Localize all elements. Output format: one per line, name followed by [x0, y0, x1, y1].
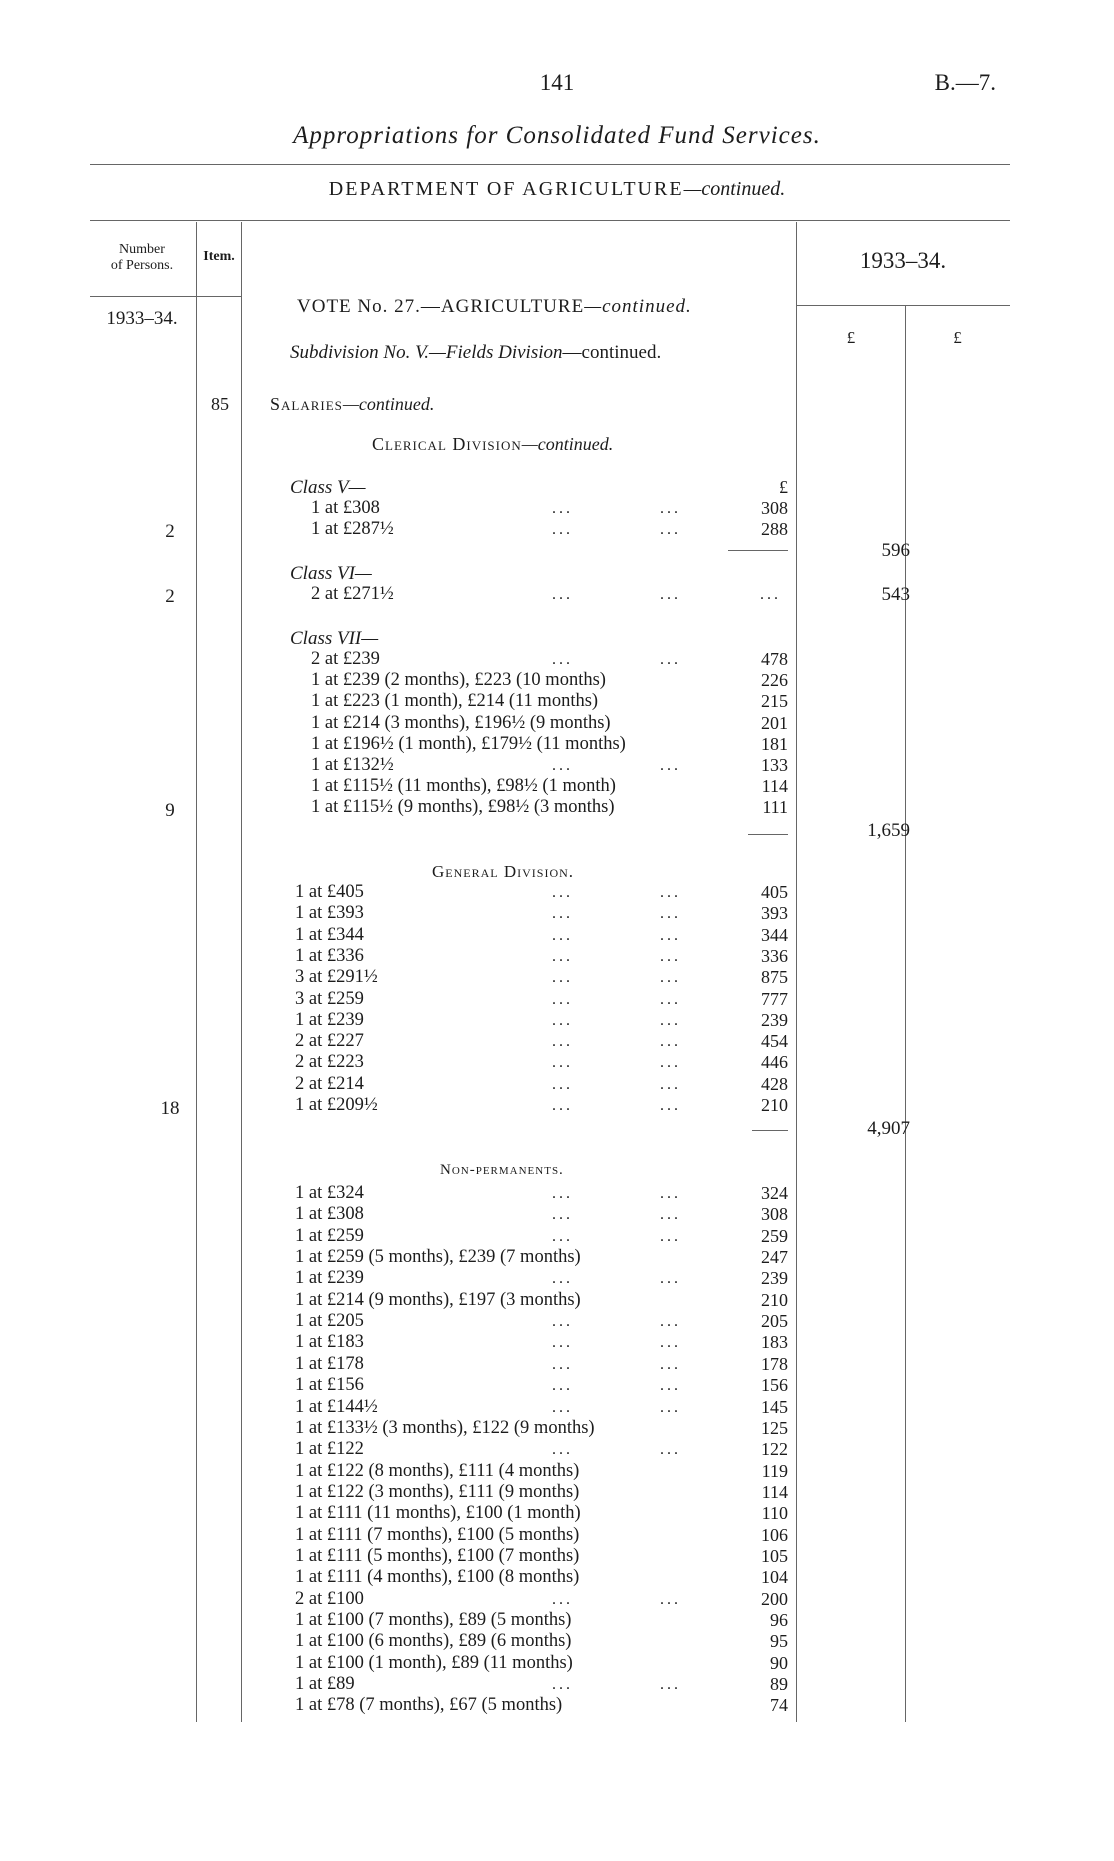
nonperm-row-label: 1 at £156: [295, 1375, 364, 1396]
nonperm-row-label: 1 at £214 (9 months), £197 (3 months): [295, 1289, 581, 1310]
class5-value: 288: [761, 519, 788, 539]
leader-dots: ...: [552, 1377, 573, 1395]
number-header-line1: Number: [119, 242, 165, 257]
clerical-suffix: —continued.: [521, 434, 614, 454]
nonperm-row-label: 1 at £111 (7 months), £100 (5 months): [295, 1524, 580, 1545]
leader-dots: ...: [552, 1398, 573, 1416]
class7-row-value: 215: [761, 691, 788, 712]
nonperm-row-label: 1 at £89: [295, 1674, 355, 1695]
nonperm-row-label: 1 at £100 (7 months), £89 (5 months): [295, 1610, 572, 1630]
item-header: Item.: [203, 249, 235, 264]
nonperm-row-value: 324: [761, 1183, 788, 1203]
leader-dots: ...: [660, 1227, 681, 1245]
department-heading: [0, 178, 1114, 201]
nonperm-row-value: 74: [770, 1695, 788, 1716]
leader-dots: ...: [660, 1334, 681, 1352]
general-row-label: 1 at £239: [295, 1009, 364, 1030]
table-top-rule: [90, 220, 1010, 221]
leader-dots: ...: [660, 947, 681, 965]
leader-dots: ...: [552, 1676, 573, 1694]
class5-total: 596: [881, 540, 910, 561]
general-row-value: 393: [761, 903, 788, 924]
general-row-value: 446: [761, 1052, 788, 1073]
general-persons: 18: [160, 1098, 180, 1119]
general-row-label: 1 at £344: [295, 924, 364, 945]
leader-dots: ...: [552, 1227, 573, 1245]
nonperm-row-value: 308: [761, 1204, 788, 1225]
values-column-rule: [796, 222, 797, 1722]
nonperm-row-value: 125: [761, 1417, 788, 1438]
leader-dots: ...: [660, 969, 681, 987]
class7-row-value: 181: [761, 733, 788, 754]
leader-dots: ...: [660, 1590, 681, 1608]
class6-label: Class VI—: [290, 563, 372, 584]
subdivision-title: Subdivision No. V.—Fields Division: [290, 342, 563, 363]
nonperm-row-label: 1 at £100 (1 month), £89 (11 months): [295, 1652, 573, 1673]
leader-dots: ...: [660, 884, 681, 901]
nonperm-row-value: 183: [761, 1332, 788, 1353]
page-number: 141: [539, 70, 575, 95]
leader-dots: ...: [660, 521, 681, 538]
general-row-value: 336: [761, 945, 788, 966]
general-row-value: 454: [761, 1031, 788, 1052]
nonperm-row-label: 1 at £100 (6 months), £89 (6 months): [295, 1631, 572, 1652]
class6-total: 543: [881, 584, 910, 605]
pound-header-2: £: [953, 328, 962, 347]
nonperm-row-value: 247: [761, 1247, 788, 1268]
general-row-value: 875: [761, 967, 788, 988]
leader-dots: ...: [552, 586, 573, 603]
class7-row-label: 1 at £132½: [311, 755, 394, 775]
nonperm-row-label: 1 at £205: [295, 1311, 364, 1332]
general-row-label: 3 at £291½: [295, 967, 378, 988]
salaries-heading: [270, 394, 434, 415]
nonperm-row-label: 1 at £122 (3 months), £111 (9 months): [295, 1481, 580, 1502]
leader-dots: ...: [552, 1441, 573, 1459]
leader-dots: ...: [552, 1033, 573, 1051]
nonperm-row-label: 1 at £259: [295, 1225, 364, 1246]
leader-dots: ...: [660, 1355, 681, 1373]
general-total: 4,907: [867, 1118, 910, 1139]
nonperm-row-value: 95: [770, 1631, 788, 1652]
salaries-suffix: —continued.: [342, 394, 435, 414]
general-row-value: 428: [761, 1073, 788, 1094]
class7-row-value: 111: [762, 797, 788, 818]
page-title: Appropriations for Consolidated Fund Services.: [293, 122, 821, 149]
leader-dots: ...: [660, 926, 681, 944]
nonperm-row-value: 210: [761, 1289, 788, 1310]
leader-dots: ...: [660, 1377, 681, 1395]
nonperm-row-value: 119: [761, 1460, 788, 1481]
nonperm-row-label: 1 at £111 (4 months), £100 (8 months): [295, 1567, 580, 1588]
leader-dots: ...: [552, 1011, 573, 1029]
nonperm-row-label: 1 at £122 (8 months), £111 (4 months): [295, 1460, 580, 1481]
general-row-value: 210: [761, 1095, 788, 1115]
class5-row: 1 at £308: [311, 498, 380, 518]
leader-dots: ...: [552, 947, 573, 965]
leader-dots: ...: [552, 1097, 573, 1114]
document-reference: B.—7.: [934, 70, 996, 95]
general-row-label: 3 at £259: [295, 988, 364, 1009]
leader-dots: ...: [552, 1185, 573, 1202]
class5-pound: £: [779, 477, 788, 497]
vote-heading: [297, 296, 692, 318]
nonperm-row-value: 106: [761, 1524, 788, 1545]
leader-dots: ...: [660, 1441, 681, 1459]
leader-dots: ...: [660, 651, 681, 668]
class7-row-value: 133: [761, 755, 788, 775]
leader-dots: ...: [660, 1054, 681, 1072]
leader-dots: ...: [552, 926, 573, 944]
nonperm-row-value: 89: [770, 1674, 788, 1695]
nonperm-row-value: 259: [761, 1225, 788, 1246]
leader-dots: ...: [552, 1054, 573, 1072]
clerical-title: Clerical Division: [372, 434, 522, 454]
nonperm-row-label: 1 at £308: [295, 1204, 364, 1225]
class7-row-value: 114: [761, 776, 788, 797]
class7-total: 1,659: [867, 820, 910, 841]
general-row-value: 777: [761, 988, 788, 1009]
nonperm-row-label: 1 at £178: [295, 1353, 364, 1374]
persons-year-header: 1933–34.: [106, 308, 178, 329]
year-header-rule: [796, 305, 1010, 306]
subdivision-heading: [290, 342, 661, 364]
class7-row-label: 1 at £214 (3 months), £196½ (9 months): [311, 712, 611, 733]
general-row-label: 1 at £393: [295, 903, 364, 924]
nonperm-row-label: 1 at £324: [295, 1183, 364, 1203]
number-of-persons-header: [92, 242, 192, 274]
department-suffix: —continued.: [683, 178, 786, 200]
general-row-label: 2 at £214: [295, 1073, 364, 1094]
leader-dots: ...: [660, 1033, 681, 1051]
leader-dots: ...: [552, 651, 573, 668]
leader-dots: ...: [552, 757, 573, 774]
nonperm-row-label: 2 at £100: [295, 1588, 364, 1609]
subtotal-rule: [728, 550, 788, 551]
class7-row-label: 1 at £115½ (11 months), £98½ (1 month): [311, 776, 616, 797]
nonperm-row-value: 205: [761, 1311, 788, 1332]
leader-dots: ...: [660, 1206, 681, 1224]
nonperm-row-value: 200: [761, 1588, 788, 1609]
general-heading: General Division.: [432, 862, 575, 881]
leader-dots: ...: [552, 1206, 573, 1224]
leader-dots: ...: [660, 905, 681, 923]
class5-value: 308: [761, 498, 788, 518]
nonperm-row-label: 1 at £122: [295, 1439, 364, 1460]
leader-dots: ...: [660, 1097, 681, 1114]
leader-dots: ...: [552, 1270, 573, 1288]
class5-label: Class V—: [290, 477, 366, 498]
class7-row-label: 2 at £239: [311, 649, 380, 669]
leader-dots: ...: [552, 905, 573, 923]
class5-persons: 2: [165, 521, 175, 542]
class7-row-value: 201: [761, 712, 788, 733]
class7-persons: 9: [165, 800, 175, 821]
nonperm-row-value: 156: [761, 1375, 788, 1396]
leader-dots: ...: [660, 1398, 681, 1416]
leader-dots: ...: [552, 969, 573, 987]
leader-dots: ...: [660, 1075, 681, 1093]
nonperm-row-value: 239: [761, 1268, 788, 1289]
leader-dots: ...: [760, 586, 781, 603]
subtotal-rule: [748, 834, 788, 835]
class7-row-label: 1 at £115½ (9 months), £98½ (3 months): [311, 797, 615, 818]
salaries-title: Salaries: [270, 394, 343, 414]
nonperm-row-label: 1 at £111 (5 months), £100 (7 months): [295, 1545, 580, 1566]
general-row-value: 344: [761, 924, 788, 945]
title-rule: [90, 164, 1010, 165]
general-row-value: 405: [761, 882, 788, 902]
clerical-heading: [372, 434, 613, 455]
general-row-label: 1 at £336: [295, 945, 364, 966]
nonperm-row-label: 1 at £133½ (3 months), £122 (9 months): [295, 1417, 595, 1438]
class7-row-value: 226: [761, 670, 788, 691]
leader-dots: ...: [552, 884, 573, 901]
leader-dots: ...: [660, 990, 681, 1008]
nonperm-row-value: 96: [770, 1610, 788, 1630]
number-header-line2: of Persons.: [110, 258, 174, 273]
class5-row: 1 at £287½: [311, 519, 394, 539]
nonperm-row-value: 178: [761, 1353, 788, 1374]
leader-dots: ...: [552, 1313, 573, 1331]
leader-dots: ...: [552, 990, 573, 1008]
item-number: 85: [211, 394, 229, 414]
leader-dots: ...: [660, 1011, 681, 1029]
vote-suffix: —continued.: [584, 296, 692, 317]
nonperm-row-value: 110: [761, 1503, 788, 1524]
leader-dots: ...: [552, 500, 573, 517]
nonperm-heading: Non-permanents.: [440, 1162, 564, 1178]
nonperm-row-value: 145: [761, 1396, 788, 1417]
class7-row-label: 1 at £223 (1 month), £214 (11 months): [311, 691, 599, 712]
nonperm-row-value: 122: [761, 1439, 788, 1460]
department-name: DEPARTMENT OF AGRICULTURE: [328, 178, 684, 200]
general-row-label: 2 at £227: [295, 1031, 364, 1052]
pound-header-1: £: [846, 328, 856, 347]
nonperm-row-label: 1 at £144½: [295, 1396, 378, 1417]
class6-persons: 2: [165, 586, 175, 607]
leader-dots: ...: [660, 757, 681, 774]
nonperm-row-label: 1 at £259 (5 months), £239 (7 months): [295, 1247, 581, 1268]
class7-label: Class VII—: [290, 628, 379, 649]
nonperm-row-label: 1 at £183: [295, 1332, 364, 1353]
nonperm-row-label: 1 at £239: [295, 1268, 364, 1289]
totals-column-rule: [905, 305, 906, 1722]
subdivision-suffix: —continued.: [562, 342, 662, 363]
general-row-label: 1 at £209½: [295, 1095, 378, 1115]
class6-row: 2 at £271½: [311, 584, 394, 604]
persons-header-rule: [90, 296, 241, 297]
class7-row-value: 478: [761, 649, 788, 669]
leader-dots: ...: [660, 1313, 681, 1331]
class7-row-label: 1 at £196½ (1 month), £179½ (11 months): [311, 733, 626, 754]
leader-dots: ...: [552, 521, 573, 538]
year-header: 1933–34.: [859, 248, 947, 273]
subtotal-rule: [752, 1130, 788, 1131]
vote-title: VOTE No. 27.—AGRICULTURE: [297, 296, 585, 317]
item-column-rule: [241, 222, 242, 1722]
leader-dots: ...: [552, 1355, 573, 1373]
leader-dots: ...: [660, 586, 681, 603]
general-row-value: 239: [761, 1009, 788, 1030]
nonperm-row-value: 105: [761, 1545, 788, 1566]
nonperm-row-value: 104: [761, 1567, 788, 1588]
leader-dots: ...: [660, 1270, 681, 1288]
class7-row-label: 1 at £239 (2 months), £223 (10 months): [311, 670, 606, 691]
general-row-label: 2 at £223: [295, 1052, 364, 1073]
leader-dots: ...: [660, 1676, 681, 1694]
leader-dots: ...: [552, 1590, 573, 1608]
persons-column-rule: [196, 222, 197, 1722]
leader-dots: ...: [552, 1075, 573, 1093]
general-row-label: 1 at £405: [295, 882, 364, 902]
leader-dots: ...: [660, 500, 681, 517]
leader-dots: ...: [552, 1334, 573, 1352]
nonperm-row-value: 90: [770, 1652, 788, 1673]
nonperm-row-value: 114: [761, 1481, 788, 1502]
nonperm-row-label: 1 at £78 (7 months), £67 (5 months): [295, 1695, 563, 1716]
nonperm-row-label: 1 at £111 (11 months), £100 (1 month): [295, 1503, 581, 1524]
leader-dots: ...: [660, 1185, 681, 1202]
